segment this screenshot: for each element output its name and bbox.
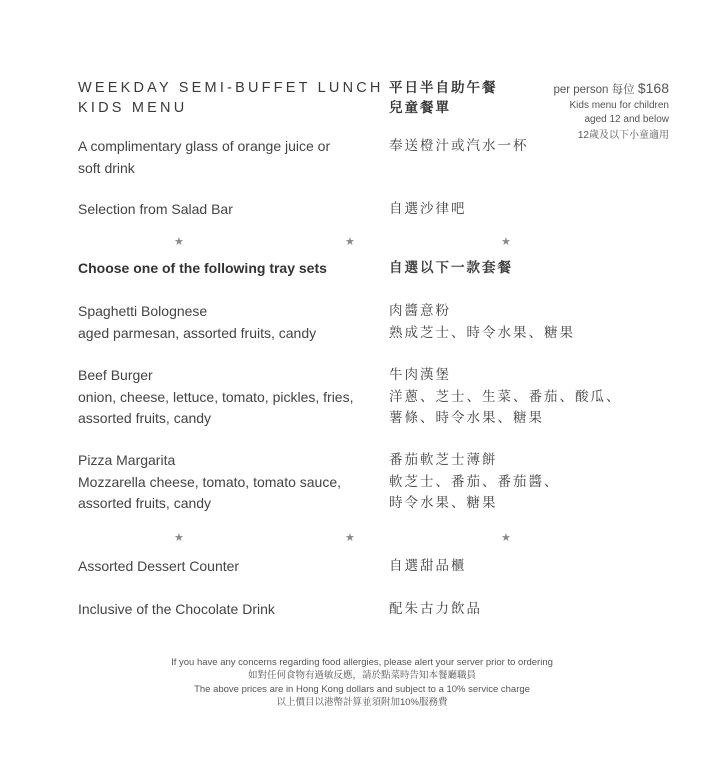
- separator-star-icon: ★: [174, 532, 184, 544]
- dessert-counter-en: Assorted Dessert Counter: [78, 558, 240, 574]
- service-charge-note-zh: 以上價目以港幣計算並須附加10%服務費: [276, 697, 448, 709]
- price-amount: $168: [637, 80, 669, 96]
- salad-item-zh: 自選沙律吧: [389, 201, 467, 216]
- tray-item-pizza-zh: [389, 449, 560, 514]
- tray-item-pizza-en: [78, 450, 341, 515]
- service-charge-note-en: The above prices are in Hong Kong dollars and subject to a 10% service charge: [194, 683, 530, 695]
- price-note-zh: 12歲及以下小童適用: [577, 130, 669, 141]
- item-description: aged parmesan, assorted fruits, candy: [78, 324, 317, 341]
- title-en-line2: KIDS MENU: [78, 100, 188, 116]
- item-name: 肉醬意粉: [389, 303, 451, 318]
- item-description: 洋蔥、芝士、生菜、番茄、酸瓜、: [389, 388, 622, 404]
- menu-title-en: [78, 78, 384, 118]
- separator-star-icon: ★: [174, 236, 184, 248]
- price-label: per person 每位: [553, 84, 635, 96]
- tray-item-burger-zh: [389, 364, 622, 429]
- price-line: [553, 79, 669, 99]
- separator-star-icon: ★: [501, 236, 511, 248]
- tray-item-spaghetti-en: [78, 301, 316, 344]
- item-description: onion, cheese, lettuce, tomato, pickles, fries,: [78, 388, 354, 405]
- allergy-note-zh: 如對任何食物有過敏反應，請於點菜時告知本餐廳職員: [247, 670, 476, 682]
- item-description: assorted fruits, candy: [78, 410, 212, 426]
- item-name: Beef Burger: [78, 367, 153, 383]
- item-name: 牛肉漢堡: [389, 367, 451, 382]
- price-block: [553, 79, 669, 143]
- tray-item-burger-en: [78, 365, 353, 430]
- item-description: assorted fruits, candy: [78, 495, 212, 511]
- item-name: 番茄軟芝士薄餅: [389, 452, 498, 467]
- juice-en-line1: A complimentary glass of orange juice or: [78, 138, 331, 154]
- chocolate-drink-en: Inclusive of the Chocolate Drink: [78, 601, 275, 617]
- separator-star-icon: ★: [345, 236, 355, 248]
- juice-en-line2: soft drink: [78, 159, 135, 176]
- item-name: Pizza Margarita: [78, 452, 176, 468]
- separator-star-icon: ★: [501, 532, 511, 544]
- tray-item-spaghetti-zh: [389, 300, 575, 343]
- item-name: Spaghetti Bolognese: [78, 303, 208, 319]
- title-zh-line1: 平日半自助午餐: [389, 80, 498, 95]
- price-note-line1: Kids menu for children: [569, 100, 669, 111]
- item-description: 軟芝士、番茄、番茄醬、: [389, 473, 560, 489]
- item-description: 熟成芝士、時令水果、糖果: [389, 324, 575, 340]
- footer-notes: [0, 656, 724, 710]
- tray-heading-zh: 自選以下一款套餐: [389, 260, 513, 275]
- salad-item-en: Selection from Salad Bar: [78, 201, 233, 217]
- title-zh-line2: 兒童餐單: [389, 100, 451, 115]
- price-note-line2: aged 12 and below: [584, 114, 669, 125]
- item-description: Mozzarella cheese, tomato, tomato sauce,: [78, 473, 342, 490]
- menu-title-zh: [389, 78, 498, 118]
- juice-item-en: [78, 136, 330, 179]
- allergy-note-en: If you have any concerns regarding food allergies, please alert your server prior to ordering: [171, 657, 553, 668]
- chocolate-drink-zh: 配朱古力飲品: [389, 601, 482, 616]
- item-description: 薯條、時令水果、糖果: [389, 410, 544, 425]
- separator-star-icon: ★: [345, 532, 355, 544]
- juice-item-zh: 奉送橙汁或汽水一杯: [389, 138, 529, 153]
- title-en-line1: WEEKDAY SEMI-BUFFET LUNCH: [78, 80, 384, 96]
- dessert-counter-zh: 自選甜品櫃: [389, 558, 467, 573]
- item-description: 時令水果、糖果: [389, 495, 498, 510]
- tray-heading-en: Choose one of the following tray sets: [78, 260, 327, 276]
